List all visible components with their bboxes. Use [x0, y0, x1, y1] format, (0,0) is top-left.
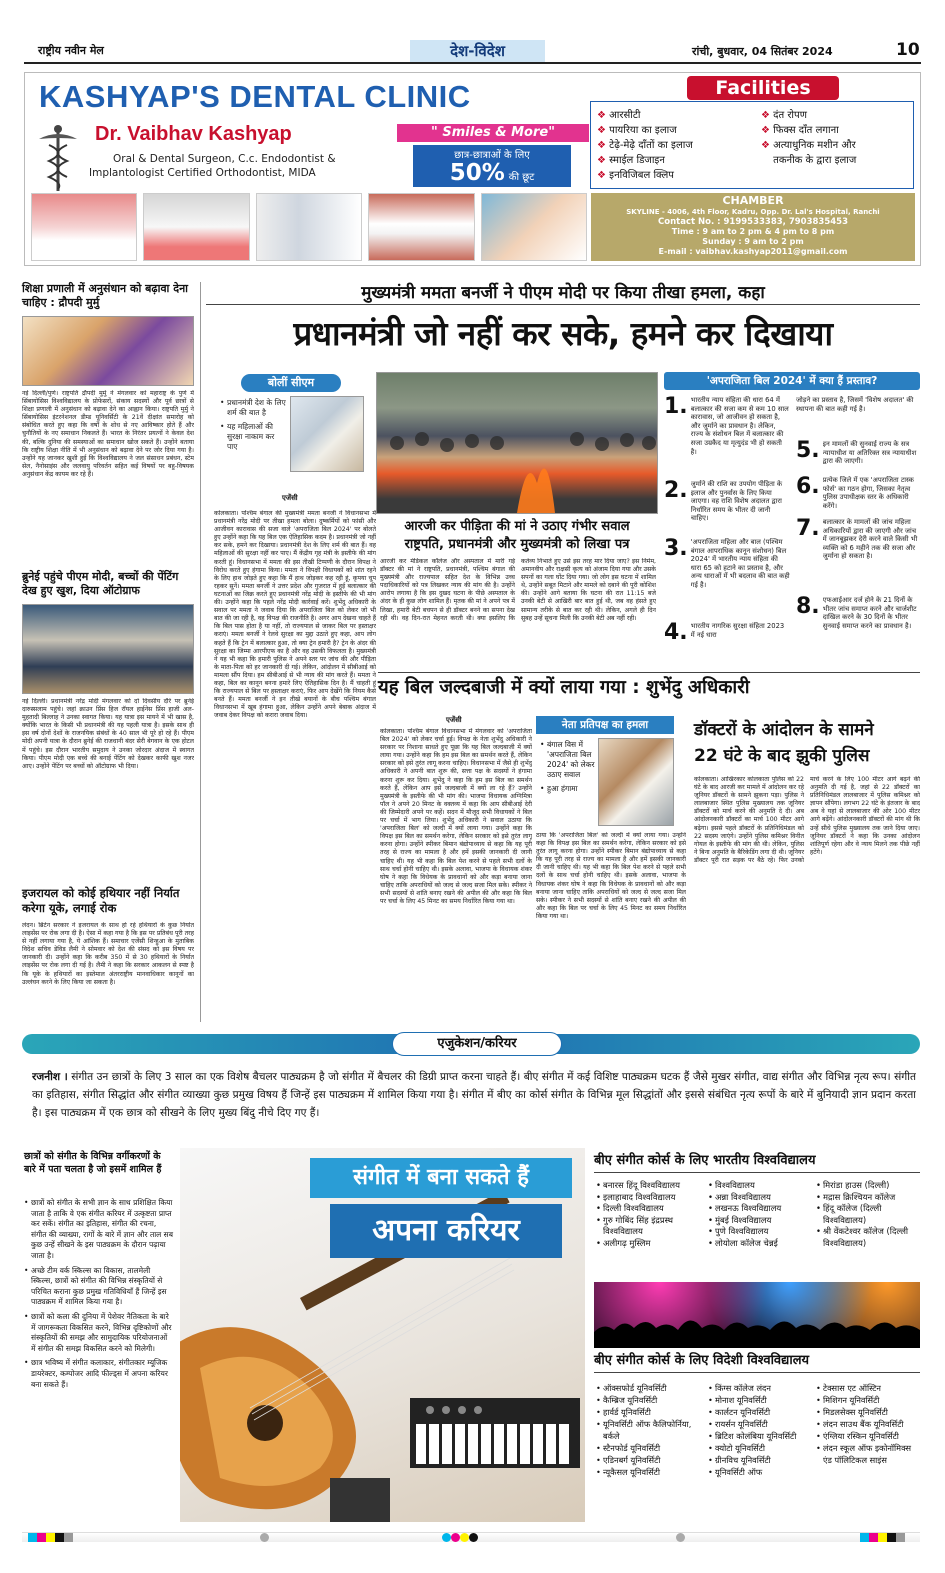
bill-item-4-continued: जोड़ने का प्रस्ताव है, जिसमें 'विशेष अदालत' की स्थापना की बात कही गई है। — [796, 396, 914, 413]
university-item: • ऑक्सफोर्ड यूनिवर्सिटी — [596, 1382, 704, 1394]
university-item: • विश्वविद्यालय — [708, 1180, 812, 1192]
suvendu-story-col-2: ठाया कि 'अपराजिता बिल' को जल्दी में क्यों लाया गया। उन्होंने कहा कि विपक्ष इस बिल का समर्थन करेगा, लेकिन सरकार को इसे तुरंत लागू करना होगा। उन्होंने स्पीकर बिमान बंद्योपाध्याय से कहा कि यह पूरी तरह से राज्य का मामला है और हमें इसकी जानकारी दी जानी चाहिए थी। यह भी कहा कि बिल पेश करने से पहले सभी दलों के साथ चर्चा होनी चाहिए थी। इसके अलावा, भाजपा के विधायक शंकर घोष ने कहा कि विधेयक के प्रावधानों को और कड़ा बनाया जाना चाहिए ताकि अपराधियों को जल्द से जल्द सजा मिल सके। स्पीकर ने सभी सदस्यों से शांति बनाए रखने की अपील की और कहा कि बिल पर चर्चा के लिए 45 मिनट का समय निर्धारित किया गया था। — [536, 832, 686, 920]
university-item: • लंदन स्कूल ऑफ इकोनॉमिक्स एंड पॉलिटिकल साइंस — [816, 1442, 920, 1466]
crowd-silhouette — [594, 1282, 920, 1348]
facility-item: ❖ टेढ़े-मेढ़े दाँतों का इलाज — [597, 140, 693, 151]
university-item: • मिशिगन यूनिवर्सिटी — [816, 1394, 920, 1406]
lead-kicker: मुख्यमंत्री ममता बनर्जी ने पीएम मोदी पर किया तीखा हमला, कहा — [206, 282, 920, 305]
concert-photo — [594, 1282, 920, 1348]
chamber-contact: Contact No. : 9199533383, 7903835453 — [658, 217, 848, 227]
bill-item — [796, 596, 920, 656]
cm-box-title: बोलीं सीएम — [241, 374, 341, 392]
university-item: • मिडलसेक्स यूनिवर्सिटी — [816, 1406, 920, 1418]
university-item: • यूनिवर्सिटी ऑफ — [708, 1466, 814, 1478]
education-band-label: एजुकेशन/करियर — [392, 1032, 562, 1056]
foreign-list-2 — [708, 1382, 814, 1478]
university-item: • इलाहाबाद विश्वविद्यालय — [596, 1192, 706, 1204]
murmu-photo — [22, 316, 194, 386]
police-headline-2: 22 घंटे के बाद झुकी पुलिस — [694, 746, 870, 766]
university-item: • एंग्लिया रस्किन यूनिवर्सिटी — [816, 1430, 920, 1442]
suvendu-byline: एजेंसी — [446, 716, 462, 724]
doctor-name: Dr. Vaibhav Kashyap — [95, 123, 292, 145]
facility-item: ❖ फिक्स दाँत लगाना — [761, 125, 839, 136]
cm-quote-item: • प्रधानमंत्री देश के लिए शर्म की बात है — [220, 398, 286, 418]
university-item: • लखनऊ विश्वविद्यालय — [708, 1203, 812, 1215]
university-item: • एडिनबर्ग यूनिवर्सिटी — [596, 1454, 704, 1466]
bill-item-number: 3. — [664, 536, 688, 561]
crowd-illustration — [377, 373, 658, 514]
suvendu-headline: यह बिल जल्दबाजी में क्यों लाया गया : शुभेंदु अधिकारी — [378, 672, 920, 701]
chamber-email: E-mail : vaibhav.kashyap2011@gmail.com — [658, 247, 848, 256]
offer-text: छात्र-छात्राओं के लिए — [454, 150, 530, 161]
dentures-photo — [31, 193, 137, 261]
bill-item — [796, 440, 920, 476]
bill-box-title: 'अपराजिता बिल 2024' में क्या हैं प्रस्ताव? — [664, 372, 920, 390]
issue-date: रांची, बुधवार, 04 सितंबर 2024 — [692, 45, 833, 58]
university-item: • हिंदू कॉलेज (दिल्ली विश्वविद्यालय) — [816, 1203, 920, 1226]
facility-item: ❖ दंत रोपण — [761, 110, 807, 121]
bill-item — [796, 518, 920, 596]
university-item: • श्री वेंकटेश्वर कॉलेज (दिल्ली विश्वविद्यालय) — [816, 1226, 920, 1249]
lead-byline: एजेंसी — [282, 494, 298, 502]
university-item: • पुणे विश्वविद्यालय — [708, 1226, 812, 1238]
indian-universities-title: बीए संगीत कोर्स के लिए भारतीय विश्वविद्यालय — [594, 1152, 920, 1173]
column-divider — [200, 282, 201, 1022]
chamber-sunday: Sunday : 9 am to 2 pm — [702, 237, 804, 246]
education-author: रजनीश । — [32, 1071, 68, 1083]
uk-israel-story: लंदन। ब्रिटेन सरकार ने इजरायल के साथ हो रहे हथियारों के कुछ निर्यात लाइसेंस पर रोक लगा दी है। ऐसा में कहा गया है कि इस पर प्रतिबंध पूरी तरह से नहीं लगाया गया है, ये आंशिक हैं। समाचार एजेंसी शिन्हुआ के मुताबिक विदेश सचिव डेविड लैमी ने सोमवार को देश की संसद को इस विषय पर जानकारी दी। उन्होंने कहा कि करीब 350 में से 30 हथियारों के निर्यात लाइसेंस पर रोक लगा दी गई है। लैमी ने कहा कि सरकार आकलन से स्पष्ट है कि यूके के हथियारों का इस्तेमाल अंतरराष्ट्रीय मानवाधिकार कानूनों का उल्लंघन करने के लिए किया जा सकता है। — [22, 922, 194, 986]
education-band — [22, 1034, 920, 1054]
university-item: • लोयोला कॉलेज चेन्नई — [708, 1238, 812, 1250]
chamber-time: Time : 9 am to 2 pm & 4 pm to 8 pm — [671, 227, 835, 236]
police-headline-1: डॉक्टरों के आंदोलन के सामने — [694, 720, 874, 740]
bill-item-text: 'अपराजिता महिला और बाल (पश्चिम बंगाल आपराधिक कानून संशोधन) बिल 2024' में भारतीय न्याय संहिता की धारा 65 को हटाने का प्रस्ताव है, और अन्य धाराओं में भी बदलाव की बात कही गई है। — [690, 538, 790, 589]
chamber-title: CHAMBER — [722, 194, 784, 207]
facilities-right-list — [761, 108, 856, 168]
university-item: • मोनाश यूनिवर्सिटी — [708, 1394, 814, 1406]
modi-brunei-photo — [22, 604, 194, 694]
bill-item-number: 2. — [664, 478, 688, 503]
foreign-universities — [594, 1352, 920, 1522]
university-item: • अलीगढ़ मुस्लिम — [596, 1238, 706, 1250]
murmu-headline: शिक्षा प्रणाली में अनुसंधान को बढ़ावा देना चाहिए : द्रौपदी मुर्मु — [22, 282, 189, 309]
indian-list-1 — [596, 1180, 706, 1250]
bill-item-text: इन मामलों की सुनवाई राज्य के सत्र न्यायाधीश या अतिरिक्त सत्र न्यायाधीश द्वारा की जाएगी। — [822, 440, 917, 466]
mamata-photo — [290, 396, 364, 472]
police-story: कोलकाता। आखिरकार कोलकाता पुलिस को 22 घंटे के बाद आरजी कर मामले में आंदोलन कर रहे जूनियर डॉक्टरों के सामने झुकना पड़ा। पुलिस ने लालबाजार स्थित पुलिस मुख्यालय तक जूनियर डॉक्टरों को मार्च करने की अनुमति दे दी। अब आंदोलनकारी डॉक्टरों का मार्च 100 मीटर आगे बढ़ेगा। इससे पहले डॉक्टरों के प्रतिनिधिमंडल को 22 सदस्य जाएंगे। उन्होंने पुलिस कमिश्नर विनीत गोयल के इस्तीफे की मांग की थी। लेकिन, पुलिस ने बिना अनुमति के बैरिकेडिंग लगा दी थी। जूनियर डॉक्टर पूरी रात सड़क पर बैठे रहे। फिर उनको मार्च करने के लिए 100 मीटर आगे बढ़ने की अनुमति दी गई है, जहां से 22 डॉक्टरों का प्रतिनिधिमंडल लालबाजार में पुलिस कमिश्नर को ज्ञापन सौंपेगा। लगभग 22 घंटे के इंतजार के बाद अब वे यहां से लालबाजार की ओर 100 मीटर आगे बढ़ेंगे। आंदोलनकारी डॉक्टरों की मांग थी कि उन्हें सीधे पुलिस मुख्यालय तक जाने दिया जाए। जूनियर डॉक्टरों ने कहा कि उनका आंदोलन शांतिपूर्ण रहेगा और वे न्याय मिलने तक पीछे नहीं हटेंगे। — [694, 776, 920, 864]
music-banner-2: अपना करियर — [330, 1204, 562, 1258]
facility-item: ❖ तकनीक के द्वारा इलाज — [761, 155, 857, 166]
university-item: • ब्रिटिश कोलंबिया यूनिवर्सिटी — [708, 1430, 814, 1442]
opposition-box — [536, 716, 674, 828]
music-side-item: • छात्र भविष्य में संगीत कलाकार, संगीतकार म्यूजिक डायरेक्टर, कम्पोजर आदि फील्ड्स में अपना करियर बना सकते हैं। — [24, 1358, 174, 1390]
rgkar-headline-1: आरजी कर पीड़िता की मां ने उठाए गंभीर सवाल — [404, 519, 630, 534]
opposition-item: • बंगाल विस में 'अपराजिता बिल 2024' को लेकर उठाए सवाल — [540, 740, 596, 780]
murmu-story: नई दिल्ली/पुणे। राष्ट्रपति द्रौपदी मुर्मु ने मंगलवार को महाराष्ट्र के पुणे में सिंबायोसिस विश्वविद्यालय के प्रोफेसरों, संकाय सदस्यों और पूर्व छात्रों से शिक्षा प्रणाली में अनुसंधान को बढ़ावा देने का आह्वान किया। राष्ट्रपति मुर्मु ने सिंबायोसिस इंटरनेशनल डीम्ड यूनिवर्सिटी के 21वें दीक्षांत समारोह को संबोधित करते हुए कहा कि वर्षों के शोध से नए आविष्कार होते हैं और चुनौतियों के नए समाधान निकलते हैं। भारत के निरंतर प्रयत्नों ने केवल देश की, बल्कि दुनिया की समस्याओं का समाधान खोज सकते हैं। उन्होंने बताया कि राष्ट्रीय शिक्षा नीति में भी अनुसंधान को बढ़ावा देने पर जोर दिया गया है। उन्होंने यह जानकर खुशी हुई कि विश्वविद्यालय ने जल संसाधन प्रबंधन, स्टेम सेल, नैनोसाइंस और जलवायु परिवर्तन सहित कई विषयों पर बहु-विषयक अनुसंधान केंद्र कायम कर रहे हैं। — [22, 390, 194, 478]
lead-headline: प्रधानमंत्री जो नहीं कर सके, हमने कर दिखाया — [293, 314, 833, 353]
page-header — [24, 40, 921, 64]
bill-box — [664, 372, 920, 664]
indian-list-3 — [816, 1180, 920, 1250]
facilities-left-list — [597, 108, 693, 183]
university-item: • मुंबई विश्वविद्यालय — [708, 1215, 812, 1227]
university-item: • ग्रीनविच यूनिवर्सिटी — [708, 1454, 814, 1466]
university-item: • कार्लटन यूनिवर्सिटी — [708, 1406, 814, 1418]
bill-item — [664, 622, 790, 652]
section-label: देश-विदेश — [410, 40, 545, 62]
university-item: • कैम्ब्रिज यूनिवर्सिटी — [596, 1394, 704, 1406]
music-side-item: • छात्रों को कला की दुनिया में पेशेवर नैतिकता के बारे में जागरूकता विकसित करने, विभिन्न दृष्टिकोणों और संस्कृतियों की समझ और सामुदायिक परियोजनाओं में संगीत की समझ विकसित करने को मिलेगी। — [24, 1312, 174, 1354]
bill-item-text: एफआईआर दर्ज होने के 21 दिनों के भीतर जांच समाप्त करने और चार्जशीट दाखिल करने के 30 दिनों के भीतर सुनवाई समाप्त करने का प्रावधान है। — [822, 596, 917, 630]
suvendu-photo — [598, 738, 674, 826]
university-item: • हार्वर्ड यूनिवर्सिटी — [596, 1406, 704, 1418]
registration-bar — [22, 1532, 920, 1542]
dental-ad — [24, 72, 921, 266]
caduceus-icon — [33, 123, 83, 193]
university-item: • मिरांडा हाउस (दिल्ली) — [816, 1180, 920, 1192]
bill-item-text: प्रत्येक जिले में एक 'अपराजिता टास्क फोर्स' का गठन होगा, जिसका नेतृत्व पुलिस उपाधीक्षक स्तर के अधिकारी करेंगे। — [822, 476, 914, 510]
bridge-photo — [143, 193, 249, 261]
bill-item-text: जुर्माने की राशि का उपयोग पीड़िता के इलाज और पुनर्वास के लिए किया जाएगा। वह राशि विशेष अदालत द्वारा निर्धारित समय के भीतर दी जानी चाहिए। — [690, 480, 783, 523]
student-offer — [413, 145, 571, 187]
education-intro-text: संगीत उन छात्रों के लिए 3 साल का एक विशेष बैचलर पाठ्यक्रम है जो संगीत में बैचलर की डिग्री प्राप्त करना चाहते हैं। बीए संगीत में कई विशिष्ट पाठ्यक्रम घटक हैं जैसे मुखर संगीत, वाद्य संगीत और विभिन्न नृत्य रूप। संगीत का इतिहास, संगीत सिद्धांत और संगीत व्याख्या कुछ प्रमुख विषय हैं जिन्हें इस पाठ्यक्रम में शामिल किया गया है। संगीत में बीए का कोर्स संगीत के विभिन्न मूल सिद्धांतों और इससे संबंधित नृत्य रूपों के बारे में बुनियादी ज्ञान प्रदान करता है। इस पाठ्यक्रम में एक छात्र को सीखने के लिए मुख्य बिंदु नीचे दिए गए हैं। — [32, 1071, 916, 1119]
checkup-photo — [481, 193, 587, 261]
register-mark — [260, 1533, 269, 1542]
color-swatches-left — [28, 1533, 73, 1542]
uk-israel-headline: इजरायल को कोई हथियार नहीं निर्यात करेगा यूके, लगाई रोक — [22, 886, 180, 915]
color-swatches-center — [442, 1533, 478, 1542]
music-side-list — [24, 1198, 174, 1390]
rgkar-story: आरजी कर मेडिकल कॉलेज और अस्पताल में मारी गई डॉक्टर की मां ने राष्ट्रपति, प्रधानमंत्री, पश्चिम बंगाल की मुख्यमंत्री और राज्यपाल सहित देश के विभिन्न उच्च पदाधिकारियों को पत्र लिखकर न्याय की मांग की है। उन्होंने आरोप लगाया है कि इस दुखद घटना के पीछे अस्पताल के अंदर के ही कुछ लोग शामिल हैं। मृतक की मां ने अपने पत्र में लिखा, हमारी बेटी बचपन से ही डॉक्टर बनने का सपना देख रही थी। वह दिन-रात मेहनत करती थी। क्या इसलिए कि कर्तव्य निभाते हुए उसे इस तरह मार दिया जाए? इस निर्मम, अमानवीय और राक्षसी कृत्य को अंजाम दिया गया और उसके सपनों का गला घोंट दिया गया। जो लोग इस घटना में शामिल थे, उन्होंने सबूत मिटाने और मामले को दबाने की पूरी कोशिश की। उन्होंने आगे बताया कि घटना की रात 11:15 बजे उनकी बेटी से आखिरी बार बात हुई थी, जब वह हंसते हुए सामान्य तरीके से बात कर रही थी। लेकिन, अगले ही दिन सुबह उन्हें सूचना मिली कि उनकी बेटी अब नहीं रही। — [380, 558, 656, 622]
page-number: 10 — [896, 40, 920, 60]
university-item: • टेक्सास एट ऑस्टिन — [816, 1382, 920, 1394]
protest-photo — [376, 372, 658, 514]
dental-photo-strip — [31, 193, 587, 261]
bill-col-2 — [796, 396, 920, 656]
bill-item — [664, 480, 790, 538]
doctor-credentials-2: Implantologist Certified Orthodontist, MIDA — [89, 167, 316, 179]
doctor-credentials-1: Oral & Dental Surgeon, C.c. Endodontist & — [113, 153, 336, 165]
opposition-item: • हुआ हंगामा — [540, 784, 596, 794]
cm-quote-item: • यह महिलाओं की सुरक्षा नाकाम कर पाए — [220, 422, 286, 452]
offer-percent: 50% — [449, 160, 505, 186]
facility-item: ❖ अत्याधुनिक मशीन और — [761, 140, 856, 151]
facility-item: ❖ इनविजिबल क्लिप — [597, 170, 674, 181]
university-item: • मद्रास क्रिश्चियन कॉलेज — [816, 1192, 920, 1204]
clinic-name: KASHYAP'S DENTAL CLINIC — [39, 79, 471, 114]
music-side-column — [24, 1150, 174, 1520]
rgkar-headline-2: राष्ट्रपति, प्रधानमंत्री और मुख्यमंत्री को लिखा पत्र — [404, 537, 630, 552]
lead-story: कोलकाता। पश्चिम बंगाल की मुख्यमंत्री ममता बनर्जी ने विधानसभा में प्रधानमंत्री नरेंद्र मोदी पर तीखा हमला बोला। दुष्कर्मियों को फांसी और आजीवन कारावास की सजा वाले 'अपराजिता बिल 2024' पर बोलते हुए उन्होंने कहा कि यह बिल एक ऐतिहासिक कदम है। प्रधानमंत्री जो नहीं कर सके, हमने कर दिखाया। प्रधानमंत्री देश के लिए शर्म की बात हैं। वह महिलाओं की सुरक्षा नहीं कर पाए। मैं केंद्रीय गृह मंत्री के इस्तीफे की मांग करती हूं। विधानसभा में ममता की इस तीखी टिप्पणी के दौरान विपक्ष ने विरोध करते हुए हंगामा किया। ममता ने विपक्षी विधायकों को शांत रहने के लिए हाथ जोड़ते हुए कहा कि मैं हाथ जोड़कर कह रही हूं, कृपया चुप रहकर सुनें। ममता बनर्जी ने उत्तर प्रदेश और गुजरात में हुई बलात्कार की घटनाओं का जिक्र करते हुए प्रधानमंत्री नरेंद्र मोदी के इस्तीफे की भी मांग की। उन्होंने कहा कि पहले नरेंद्र मोदी कार्रवाई करें। शुभेंदु अधिकारी के सवाल पर ममता ने जवाब दिया कि अपराजिता बिल को लेकर जो भी बात की जा रही है, वह विपक्ष की राजनीति है। अगर आप देखना चाहते हैं कि बिल पास होता है या नहीं, तो राज्यपाल से जाकर बिल पर हस्ताक्षर कराएं। ममता बनर्जी ने रेलवे सुरक्षा का मुद्दा उठाते हुए कहा, आप लोग कहते हैं कि ट्रेन में बलात्कार हुआ, तो क्या ट्रेन हमारी है? ट्रेन के अंदर की सुरक्षा का जिम्मा आरपीएफ का है और वह उसकी विफलता है। मुख्यमंत्री ने यह भी कहा कि हमारी पुलिस ने अपने स्तर पर जांच की और पीड़िता के माता-पिता को हर जानकारी दी गई। लेकिन, आंदोलन में सीबीआई को मामला सौंप दिया। हम सीबीआई से भी न्याय की मांग करते हैं। ममता ने कहा, बिल का कानून बनना हमारे लिए ऐतिहासिक दिन है। मैं चाहती हूं कि राज्यपाल से बिल पर हस्ताक्षर कराएं, फिर आप देखेंगे कि नियम कैसे बनते हैं। ममता बनर्जी ने इन तीखे बयानों के बीच पश्चिम बंगाल विधानसभा में खूब हंगामा हुआ, लेकिन उन्होंने अपने बेबाक अंदाज में जवाब देकर विपक्ष को करारा जवाब दिया। — [214, 510, 376, 720]
university-item: • लंदन साउथ बैंक यूनिवर्सिटी — [816, 1418, 920, 1430]
masthead: राष्ट्रीय नवीन मेल — [38, 44, 104, 57]
facilities-title: Facilities — [687, 76, 839, 100]
bill-item-number: 4. — [664, 620, 688, 645]
facilities-box — [590, 101, 914, 189]
indian-universities — [594, 1152, 920, 1282]
suvendu-story-col-1: कोलकाता। पश्चिम बंगाल विधानसभा में मंगलवार को 'अपराजिता बिल 2024' को लेकर चर्चा हुई। विपक्ष के नेता शुभेंदु अधिकारी ने सरकार पर निशाना साधते हुए पूछा कि यह बिल जल्दबाजी में क्यों लाया गया। उन्होंने कहा कि हम इस बिल का समर्थन करते हैं, लेकिन सरकार को इसे तुरंत लागू करना चाहिए। विधानसभा में जैसे ही शुभेंदु अधिकारी ने अपनी बात शुरू की, सत्ता पक्ष के सदस्यों ने हंगामा करना शुरू कर दिया। शुभेंदु ने कहा कि हम इस बिल का समर्थन करते हैं, लेकिन आप इसे जल्दबाजी में क्यों ला रहे हैं? उन्होंने मुख्यमंत्री के इस्तीफे की भी मांग की। भाजपा विधायक अग्निमित्रा पॉल ने अपने 20 मिनट के वक्तव्य में कहा कि आप सीबीआई देरी की जिम्मेदारी अपने पर कहें। सदन में मौजूद सभी विधायकों ने बिल पर चर्चा में भाग लिया। शुभेंदु अधिकारी ने सवाल उठाया कि 'अपराजिता बिल' को जल्दी में क्यों लाया गया। उन्होंने कहा कि विपक्ष इस बिल का समर्थन करेगा, लेकिन सरकार को इसे तुरंत लागू करना होगा। उन्होंने स्पीकर बिमान बंद्योपाध्याय से कहा कि यह पूरी तरह से राज्य का मामला है और हमें इसकी जानकारी दी जानी चाहिए थी। यह भी कहा कि बिल पेश करने से पहले सभी दलों के साथ चर्चा होनी चाहिए थी। इसके अलावा, भाजपा के विधायक शंकर घोष ने कहा कि विधेयक के प्रावधानों को और कड़ा बनाया जाना चाहिए ताकि अपराधियों को जल्द से जल्द सजा मिल सके। स्पीकर ने सभी सदस्यों से शांति बनाए रखने की अपील की और कहा कि बिल पर चर्चा के लिए 45 मिनट का समय निर्धारित किया गया था। — [380, 728, 532, 905]
university-item: • दिल्ली विश्वविद्यालय — [596, 1203, 706, 1215]
bill-item-number: 8. — [796, 594, 820, 619]
music-side-title: छात्रों को संगीत के विभिन्न वर्गीकरणों के बारे में पता चलता है जो इसमें शामिल हैं — [24, 1151, 162, 1175]
smile-photo — [368, 193, 474, 261]
opposition-box-title: नेता प्रतिपक्ष का हमला — [536, 716, 674, 734]
foreign-list-3 — [816, 1382, 920, 1466]
university-item: • स्टैनफोर्ड यूनिवर्सिटी — [596, 1442, 704, 1454]
bill-item — [664, 538, 790, 622]
bill-item-text: भारतीय नागरिक सुरक्षा संहिता 2023 में नई धारा — [690, 622, 785, 639]
facility-item: ❖ आरसीटी — [597, 110, 641, 121]
bill-item-text: भारतीय न्याय संहिता की धारा 64 में बलात्कार की सजा कम से कम 10 साल कारावास, जो आजीवन हो सकता है, और जुर्माने का प्रावधान है। लेकिन, राज्य के संशोधन बिल में बलात्कार की सजा उम्रकैद या मृत्युदंड भी हो सकती है। — [690, 396, 789, 456]
music-banner-1: संगीत में बना सकते हैं — [310, 1158, 572, 1198]
education-intro — [32, 1068, 916, 1138]
bill-col-1 — [664, 396, 790, 652]
modi-brunei-story: नई दिल्ली। प्रधानमंत्री नरेंद्र मोदी मंगलवार को दो दिवसीय दौरे पर ब्रुनेई दारुस्सलाम पहुंचे। जहां क्राउन प्रिंस हिज रॉयल हाईनेस प्रिंस हाजी अल-मुहतादी बिल्लाह ने उनका स्वागत किया। यह यात्रा इस मायने में भी खास है, क्योंकि भारत के किसी भी प्रधानमंत्री की यह पहली यात्रा है। इसके साथ ही इस वर्ष दोनों देशों के राजनयिक संबंधों के 40 साल भी पूरे हो रहे हैं। पीएम मोदी अपनी यात्रा के दौरान ब्रुनेई की राजधानी बंदर सेरी बेगवान के एक होटल में पहुंचे। इस दौरान भारतीय समुदाय ने उनका जोरदार अंदाज में स्वागत किया। पीएम मोदी एक बच्चे की बनाई पेंटिंग को देखकर काफी खुश नजर आए। उन्होंने पेंटिंग पर बच्चों को ऑटोग्राफ भी दिया। — [22, 698, 194, 770]
music-side-item: • अच्छे टीम वर्क स्किल्स का विकास, तालमेली स्किल्स, छात्रों को संगीत की विभिन्न संस्कृतियों से परिचित कराना कुछ प्रमुख गतिविधियाँ हैं जिन्हें इस पाठ्यक्रम में शामिल किया गया है। — [24, 1266, 174, 1308]
bill-item-number: 7. — [796, 516, 820, 541]
cm-quote-list — [220, 398, 286, 452]
bill-item-number: 6. — [796, 474, 820, 499]
bill-item-number: 1. — [664, 394, 688, 419]
university-item: • रायर्सन यूनिवर्सिटी — [708, 1418, 814, 1430]
university-item: • यूनिवर्सिटी ऑफ कैलिफोर्निया, बर्कले — [596, 1418, 704, 1442]
music-career-image — [180, 1148, 585, 1522]
bill-item-number: 5. — [796, 438, 820, 463]
bill-item — [796, 476, 920, 518]
facility-item: ❖ स्माईल डिजाइन — [597, 155, 665, 166]
cm-quote-box — [216, 374, 366, 472]
implant-photo — [256, 193, 362, 261]
foreign-universities-title: बीए संगीत कोर्स के लिए विदेशी विश्वविद्यालय — [594, 1352, 920, 1373]
university-item: • अन्ना विश्वविद्यालय — [708, 1192, 812, 1204]
chamber-box — [591, 193, 915, 261]
color-swatches-right — [860, 1533, 905, 1542]
offer-suffix: की छूट — [508, 172, 535, 183]
university-item: • न्यूकैसल यूनिवर्सिटी — [596, 1466, 704, 1478]
chamber-address: SKYLINE - 4006, 4th Floor, Kadru, Opp. Dr. Lal's Hospital, Ranchi — [626, 208, 880, 216]
music-side-item: • छात्रों को संगीत के सभी ज्ञान के साथ प्रशिक्षित किया जाता है ताकि वे एक संगीत करियर में उत्कृष्टता प्राप्त कर सकें। संगीत का इतिहास, संगीत की रचना, संगीत की व्याख्या, रागों के बारे में ज्ञान और ताल सब कुछ उन्हें सीखने के इस पाठ्यक्रम के दौरान पढ़ाया जाता है। — [24, 1198, 174, 1262]
indian-list-2 — [708, 1180, 812, 1250]
bill-item-text: बलात्कार के मामलों की जांच महिला अधिकारियों द्वारा की जाएगी और जांच में जानबूझकर देरी करने वाले किसी भी व्यक्ति को 6 महीने तक की सजा और जुर्माना हो सकता है। — [822, 518, 918, 561]
modi-brunei-headline: ब्रुनेई पहुंचे पीएम मोदी, बच्चों की पेंटिंग देख हुए खुश, दिया ऑटोग्राफ — [22, 570, 179, 597]
bill-item — [664, 396, 790, 480]
register-mark — [676, 1533, 685, 1542]
university-item: • किंग्स कॉलेज लंदन — [708, 1382, 814, 1394]
university-item: • गुरु गोबिंद सिंह इंद्रप्रस्थ विश्वविद्यालय — [596, 1215, 706, 1238]
left-column — [22, 282, 194, 1022]
clinic-tagline: " Smiles & More" — [397, 124, 589, 142]
university-item: • क्योटो यूनिवर्सिटी — [708, 1442, 814, 1454]
facility-item: ❖ पायरिया का इलाज — [597, 125, 677, 136]
opposition-list — [540, 740, 596, 794]
university-item: • बनारस हिंदू विश्वविद्यालय — [596, 1180, 706, 1192]
foreign-list-1 — [596, 1382, 704, 1478]
